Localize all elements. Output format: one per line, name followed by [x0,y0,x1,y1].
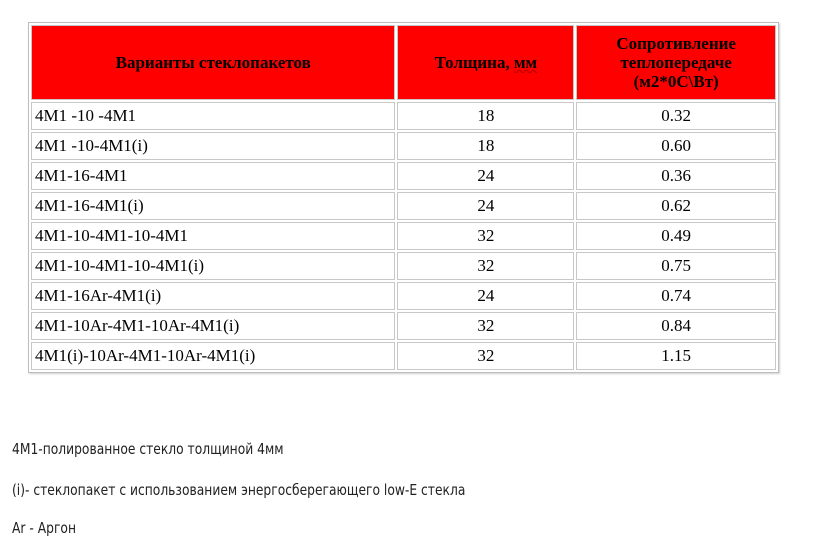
cell-resistance: 0.60 [576,132,776,160]
header-thickness-word: Толщина, [434,53,510,72]
cell-thickness: 32 [397,252,574,280]
cell-resistance: 0.84 [576,312,776,340]
cell-variant: 4М1-16Ar-4М1(i) [31,282,395,310]
header-variants: Варианты стеклопакетов [31,25,395,100]
table-row [31,162,776,190]
cell-variant: 4М1 -10-4М1(i) [31,132,395,160]
cell-variant: 4М1-10-4М1-10-4М1 [31,222,395,250]
cell-thickness: 18 [397,102,574,130]
table-row [31,192,776,220]
cell-resistance: 0.62 [576,192,776,220]
cell-resistance: 1.15 [576,342,776,370]
glass-units-table [28,22,779,373]
table-row [31,342,776,370]
cell-resistance: 0.32 [576,102,776,130]
cell-variant: 4М1-16-4М1 [31,162,395,190]
cell-resistance: 0.75 [576,252,776,280]
table-row [31,282,776,310]
header-resistance-line2: теплопередаче [620,53,732,72]
table-row [31,222,776,250]
header-thickness-unit: мм [513,53,538,72]
table-row [31,252,776,280]
cell-variant: 4М1(i)-10Ar-4М1-10Ar-4М1(i) [31,342,395,370]
note-4m1: 4М1-полированное стекло толщиной 4мм [12,440,284,458]
cell-variant: 4М1-10-4М1-10-4М1(i) [31,252,395,280]
note-argon: Ar - Аргон [12,519,76,537]
cell-thickness: 24 [397,162,574,190]
cell-variant: 4М1 -10 -4М1 [31,102,395,130]
note-low-e: (i)- стеклопакет с использованием энергосберегающего low-E стекла [12,481,466,499]
table-row [31,132,776,160]
cell-resistance: 0.36 [576,162,776,190]
table-row [31,312,776,340]
cell-thickness: 32 [397,312,574,340]
header-resistance [576,25,776,100]
cell-variant: 4М1-16-4М1(i) [31,192,395,220]
table-header-row [31,25,776,100]
cell-resistance: 0.74 [576,282,776,310]
cell-thickness: 32 [397,342,574,370]
cell-thickness: 18 [397,132,574,160]
cell-resistance: 0.49 [576,222,776,250]
cell-variant: 4М1-10Ar-4М1-10Ar-4М1(i) [31,312,395,340]
header-thickness [397,25,574,100]
header-resistance-line3: (м2*0С\Вт) [633,72,719,91]
table-row [31,102,776,130]
cell-thickness: 24 [397,192,574,220]
cell-thickness: 32 [397,222,574,250]
cell-thickness: 24 [397,282,574,310]
header-resistance-line1: Сопротивление [616,34,736,53]
